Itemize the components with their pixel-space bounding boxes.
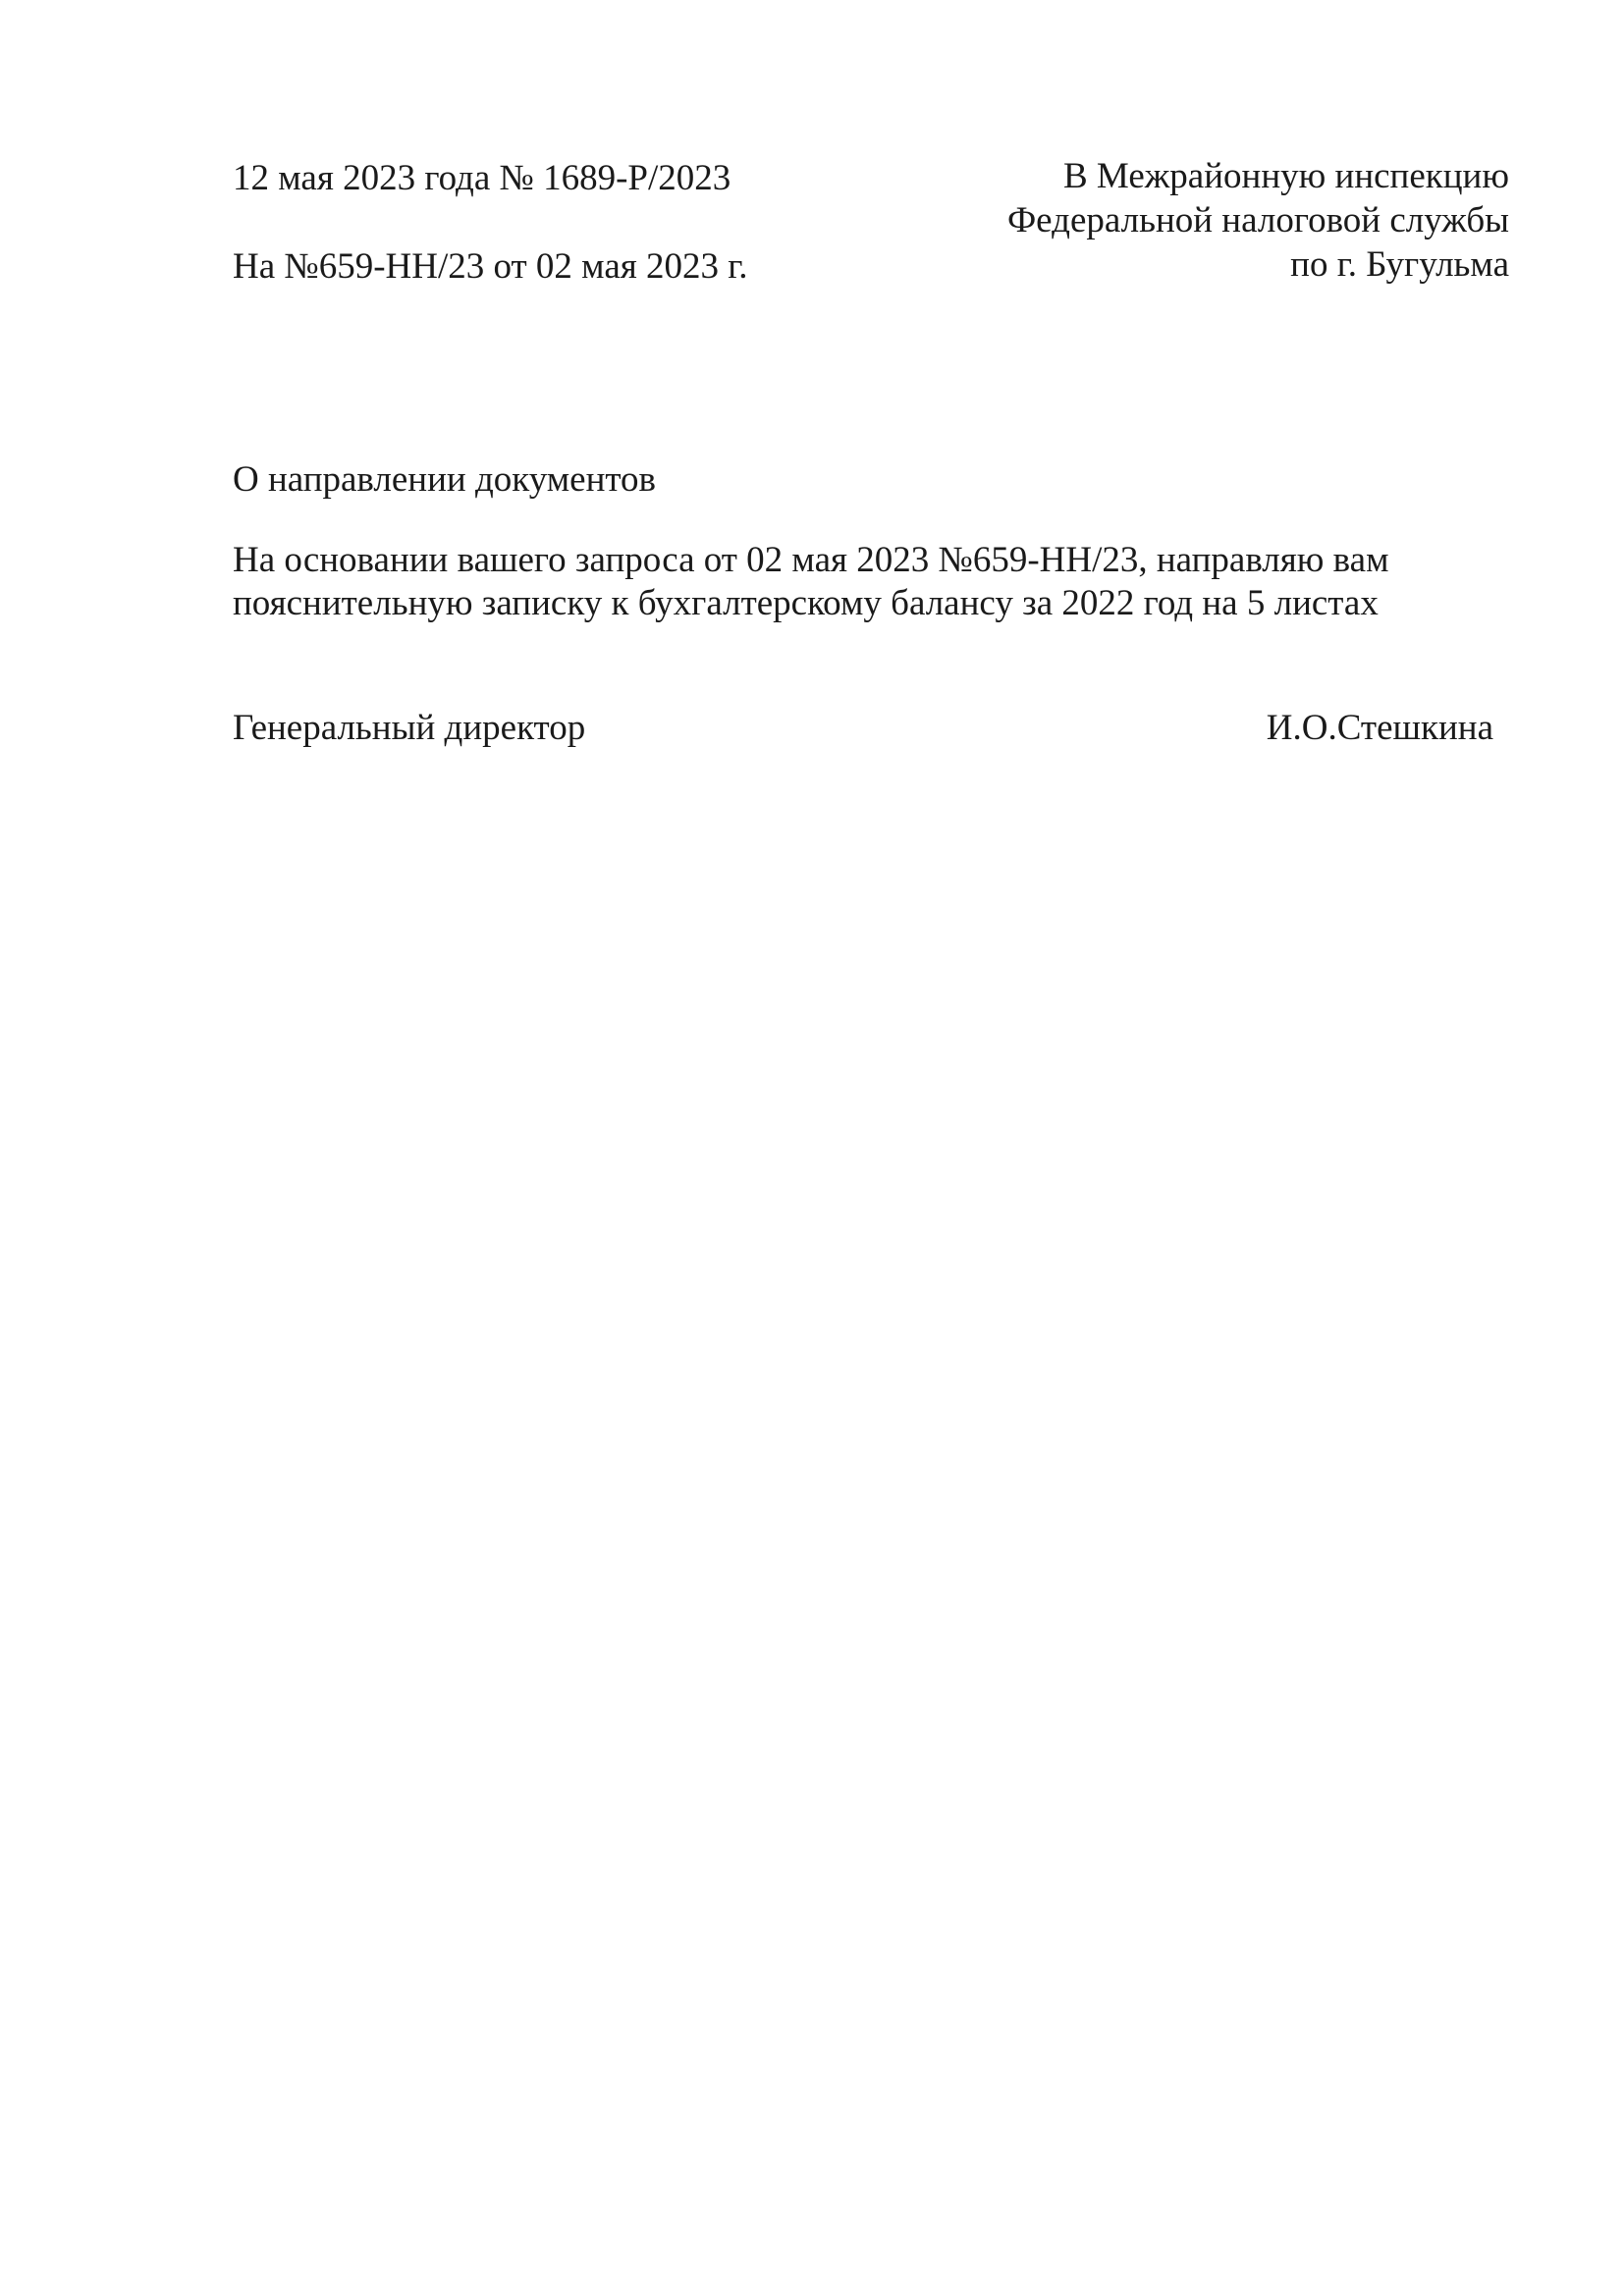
signatory-position: Генеральный директор bbox=[233, 708, 586, 748]
outgoing-reference: 12 мая 2023 года № 1689-Р/2023 bbox=[233, 158, 731, 198]
letter-subject: О направлении документов bbox=[233, 459, 657, 500]
recipient-line: Федеральной налоговой службы bbox=[1006, 200, 1509, 240]
recipient-block bbox=[1007, 154, 1509, 287]
recipient-line: В Межрайонную инспекцию bbox=[1062, 156, 1509, 196]
signatory-name: И.О.Стешкина bbox=[1266, 708, 1493, 748]
body-line: пояснительную записку к бухгалтерскому балансу за 2022 год на 5 листах bbox=[233, 583, 1379, 623]
body-line: На основании вашего запроса от 02 мая 2023 №659-НН/23, направляю вам bbox=[233, 540, 1389, 580]
recipient-line: по г. Бугульма bbox=[1290, 244, 1509, 285]
reply-reference: На №659-НН/23 от 02 мая 2023 г. bbox=[233, 246, 748, 287]
